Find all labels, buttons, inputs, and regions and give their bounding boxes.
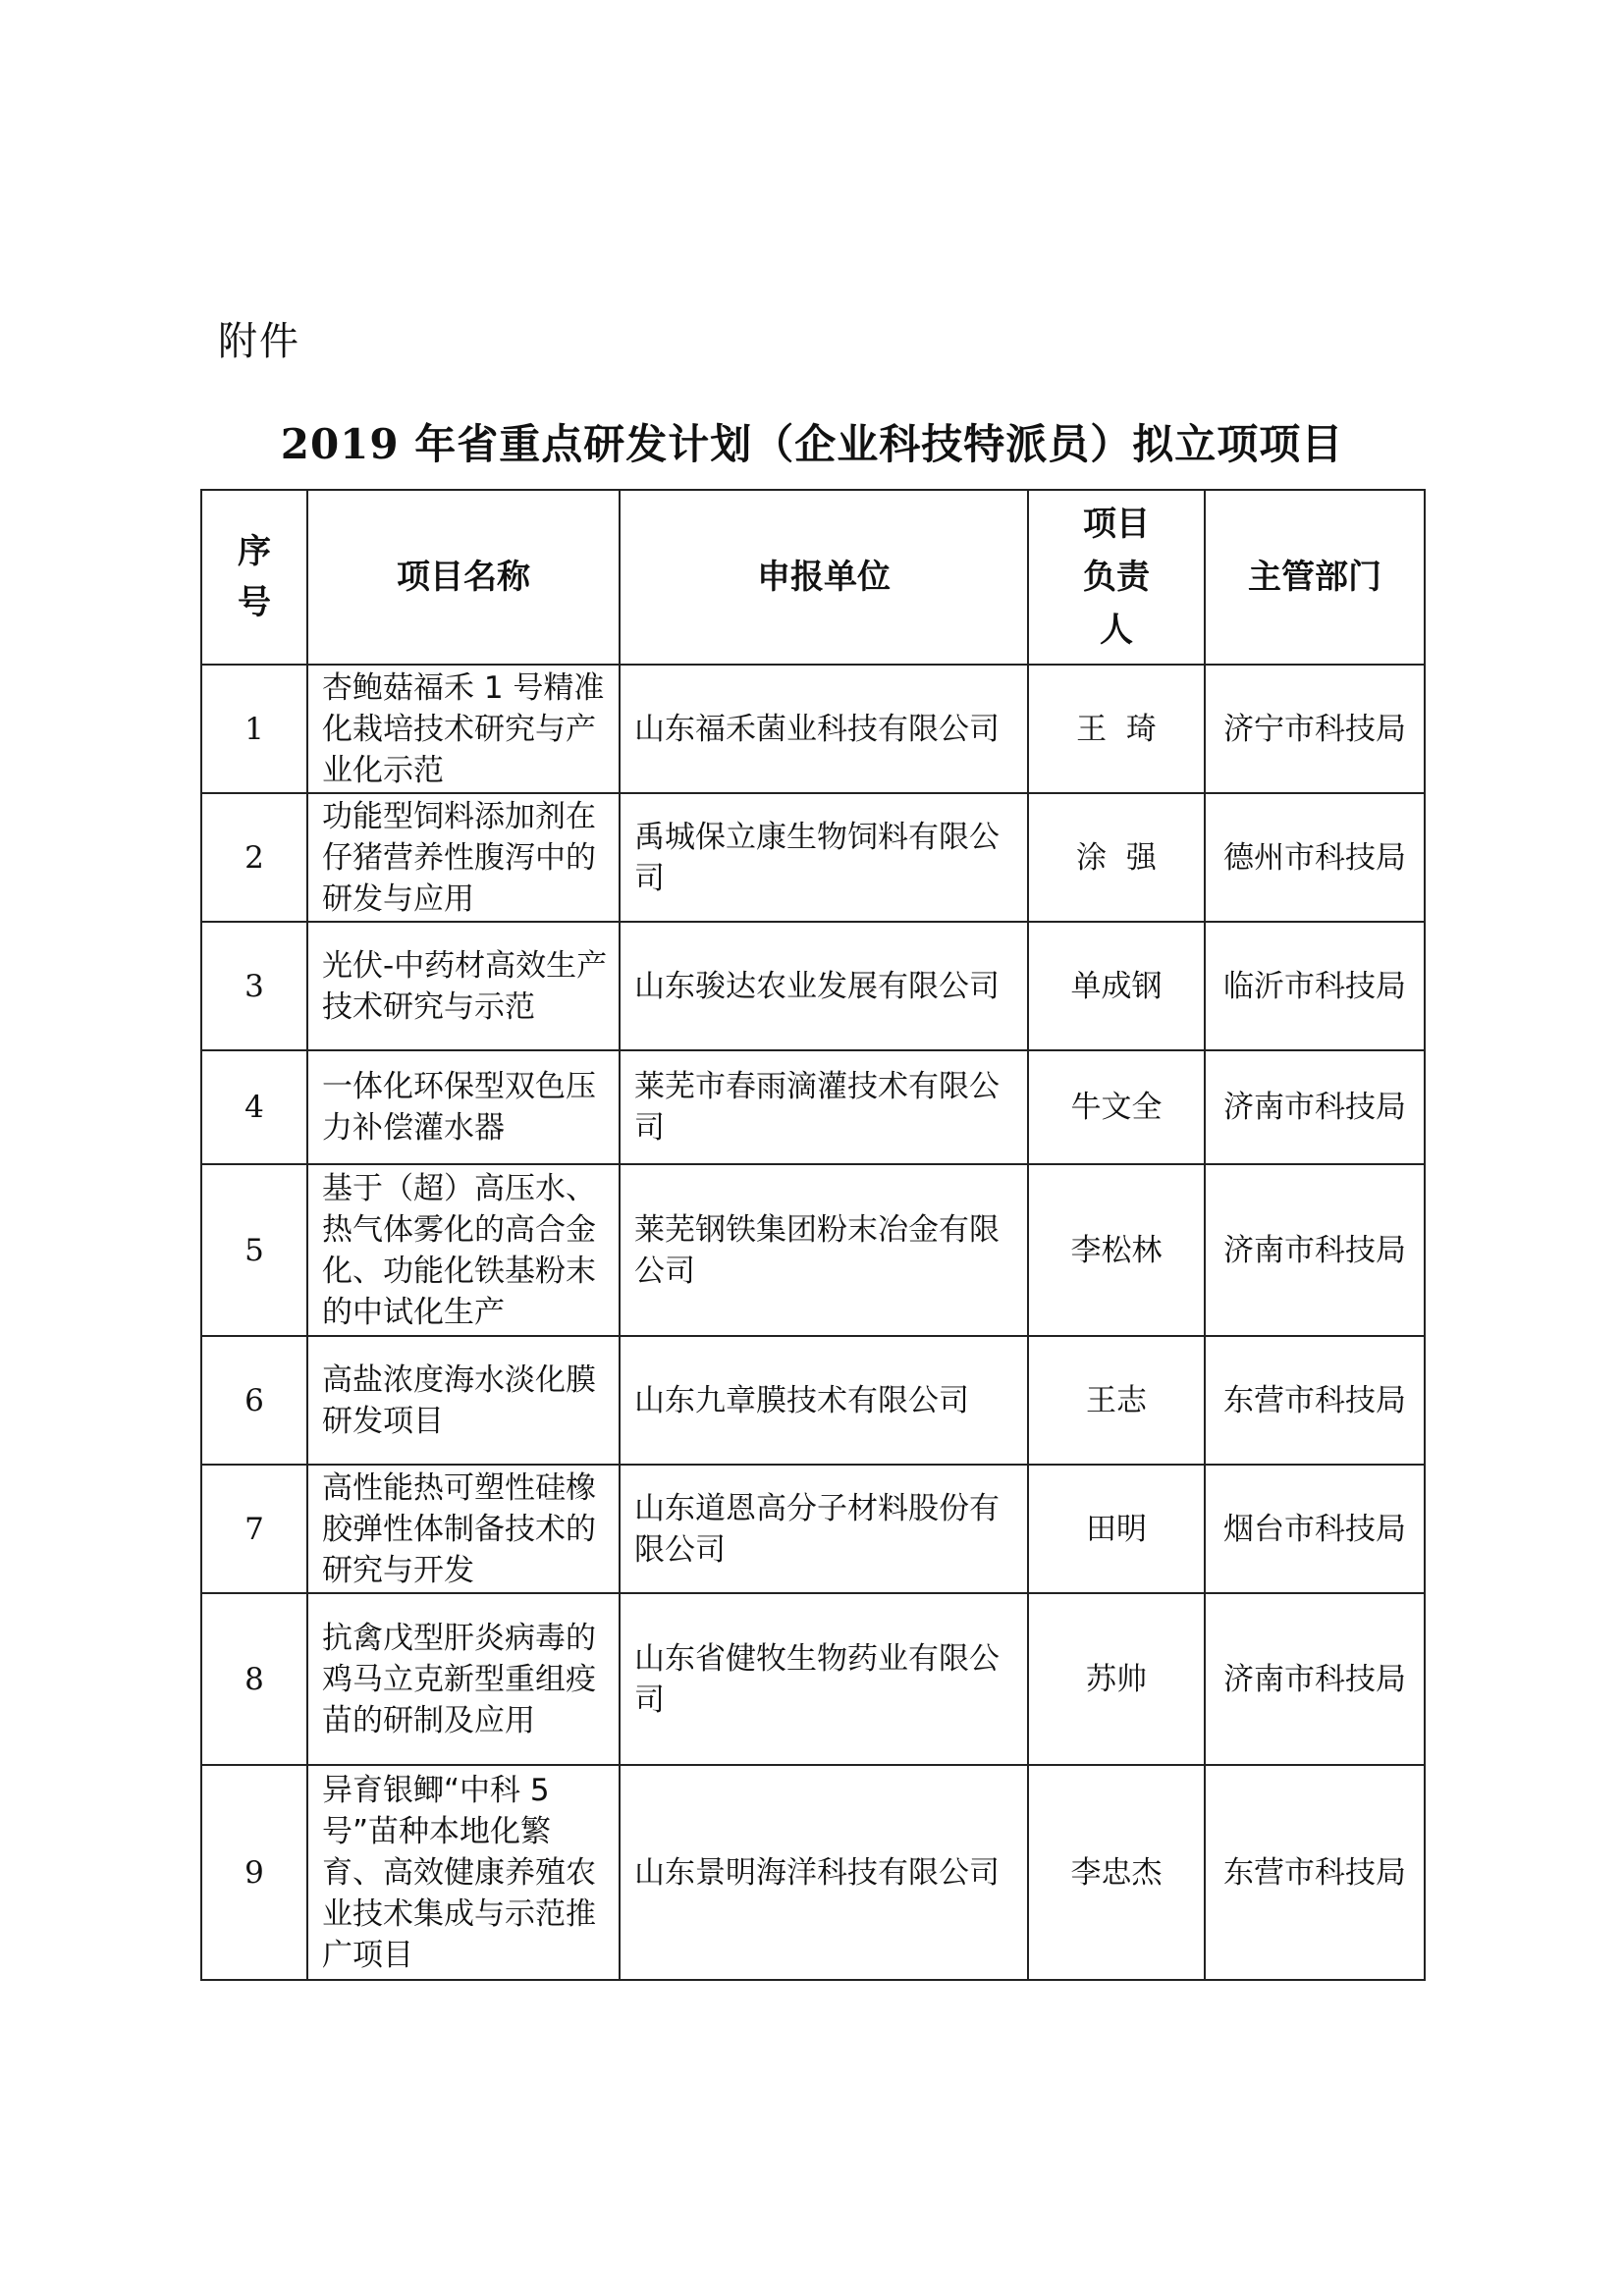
cell-leader: 田明 xyxy=(1028,1465,1205,1593)
header-index xyxy=(201,490,307,665)
cell-dept: 东营市科技局 xyxy=(1205,1765,1425,1980)
cell-leader: 涂 强 xyxy=(1028,793,1205,922)
cell-unit: 山东景明海洋科技有限公司 xyxy=(620,1765,1028,1980)
cell-index: 3 xyxy=(201,922,307,1050)
attachment-label: 附件 xyxy=(218,319,300,364)
cell-project-name: 光伏-中药材高效生产技术研究与示范 xyxy=(307,922,620,1050)
cell-project-name: 功能型饲料添加剂在仔猪营养性腹泻中的研发与应用 xyxy=(307,793,620,922)
header-dept: 主管部门 xyxy=(1205,490,1425,665)
cell-dept: 济宁市科技局 xyxy=(1205,665,1425,793)
cell-leader: 王 琦 xyxy=(1028,665,1205,793)
cell-project-name: 杏鲍菇福禾 1 号精准化栽培技术研究与产业化示范 xyxy=(307,665,620,793)
cell-unit: 山东道恩高分子材料股份有限公司 xyxy=(620,1465,1028,1593)
cell-index: 2 xyxy=(201,793,307,922)
cell-unit: 山东骏达农业发展有限公司 xyxy=(620,922,1028,1050)
table-row xyxy=(201,1465,1425,1593)
cell-unit: 莱芜市春雨滴灌技术有限公司 xyxy=(620,1050,1028,1164)
cell-leader: 李松林 xyxy=(1028,1164,1205,1336)
table-row xyxy=(201,1593,1425,1765)
table-row xyxy=(201,1336,1425,1465)
cell-index: 9 xyxy=(201,1765,307,1980)
cell-project-name: 高性能热可塑性硅橡胶弹性体制备技术的研究与开发 xyxy=(307,1465,620,1593)
cell-unit: 山东九章膜技术有限公司 xyxy=(620,1336,1028,1465)
cell-leader: 牛文全 xyxy=(1028,1050,1205,1164)
table-row xyxy=(201,1050,1425,1164)
cell-unit: 莱芜钢铁集团粉末冶金有限公司 xyxy=(620,1164,1028,1336)
table-header-row xyxy=(201,490,1425,665)
header-unit: 申报单位 xyxy=(620,490,1028,665)
cell-index: 6 xyxy=(201,1336,307,1465)
header-leader-text: 项目负责人 xyxy=(1083,505,1150,650)
cell-dept: 济南市科技局 xyxy=(1205,1593,1425,1765)
cell-dept: 济南市科技局 xyxy=(1205,1164,1425,1336)
header-leader xyxy=(1028,490,1205,665)
cell-unit: 禹城保立康生物饲料有限公司 xyxy=(620,793,1028,922)
cell-unit: 山东省健牧生物药业有限公司 xyxy=(620,1593,1028,1765)
cell-project-name: 高盐浓度海水淡化膜研发项目 xyxy=(307,1336,620,1465)
cell-leader: 王志 xyxy=(1028,1336,1205,1465)
cell-dept: 烟台市科技局 xyxy=(1205,1465,1425,1593)
cell-index: 5 xyxy=(201,1164,307,1336)
cell-index: 1 xyxy=(201,665,307,793)
cell-index: 4 xyxy=(201,1050,307,1164)
cell-dept: 德州市科技局 xyxy=(1205,793,1425,922)
table-row xyxy=(201,1164,1425,1336)
table-row xyxy=(201,793,1425,922)
cell-dept: 济南市科技局 xyxy=(1205,1050,1425,1164)
table-row xyxy=(201,922,1425,1050)
cell-project-name: 异育银鲫“中科 5 号”苗种本地化繁育、高效健康养殖农业技术集成与示范推广项目 xyxy=(307,1765,620,1980)
header-index-text: 序号 xyxy=(238,532,271,622)
cell-project-name: 一体化环保型双色压力补偿灌水器 xyxy=(307,1050,620,1164)
table-row xyxy=(201,665,1425,793)
cell-leader: 李忠杰 xyxy=(1028,1765,1205,1980)
cell-index: 7 xyxy=(201,1465,307,1593)
header-name: 项目名称 xyxy=(307,490,620,665)
cell-project-name: 抗禽戊型肝炎病毒的鸡马立克新型重组疫苗的研制及应用 xyxy=(307,1593,620,1765)
cell-project-name: 基于（超）高压水、热气体雾化的高合金化、功能化铁基粉末的中试化生产 xyxy=(307,1164,620,1336)
cell-index: 8 xyxy=(201,1593,307,1765)
document-title: 2019 年省重点研发计划（企业科技特派员）拟立项项目 xyxy=(280,420,1344,468)
project-table xyxy=(200,489,1426,1981)
cell-dept: 东营市科技局 xyxy=(1205,1336,1425,1465)
cell-dept: 临沂市科技局 xyxy=(1205,922,1425,1050)
table-row xyxy=(201,1765,1425,1980)
cell-unit: 山东福禾菌业科技有限公司 xyxy=(620,665,1028,793)
cell-leader: 单成钢 xyxy=(1028,922,1205,1050)
cell-leader: 苏帅 xyxy=(1028,1593,1205,1765)
